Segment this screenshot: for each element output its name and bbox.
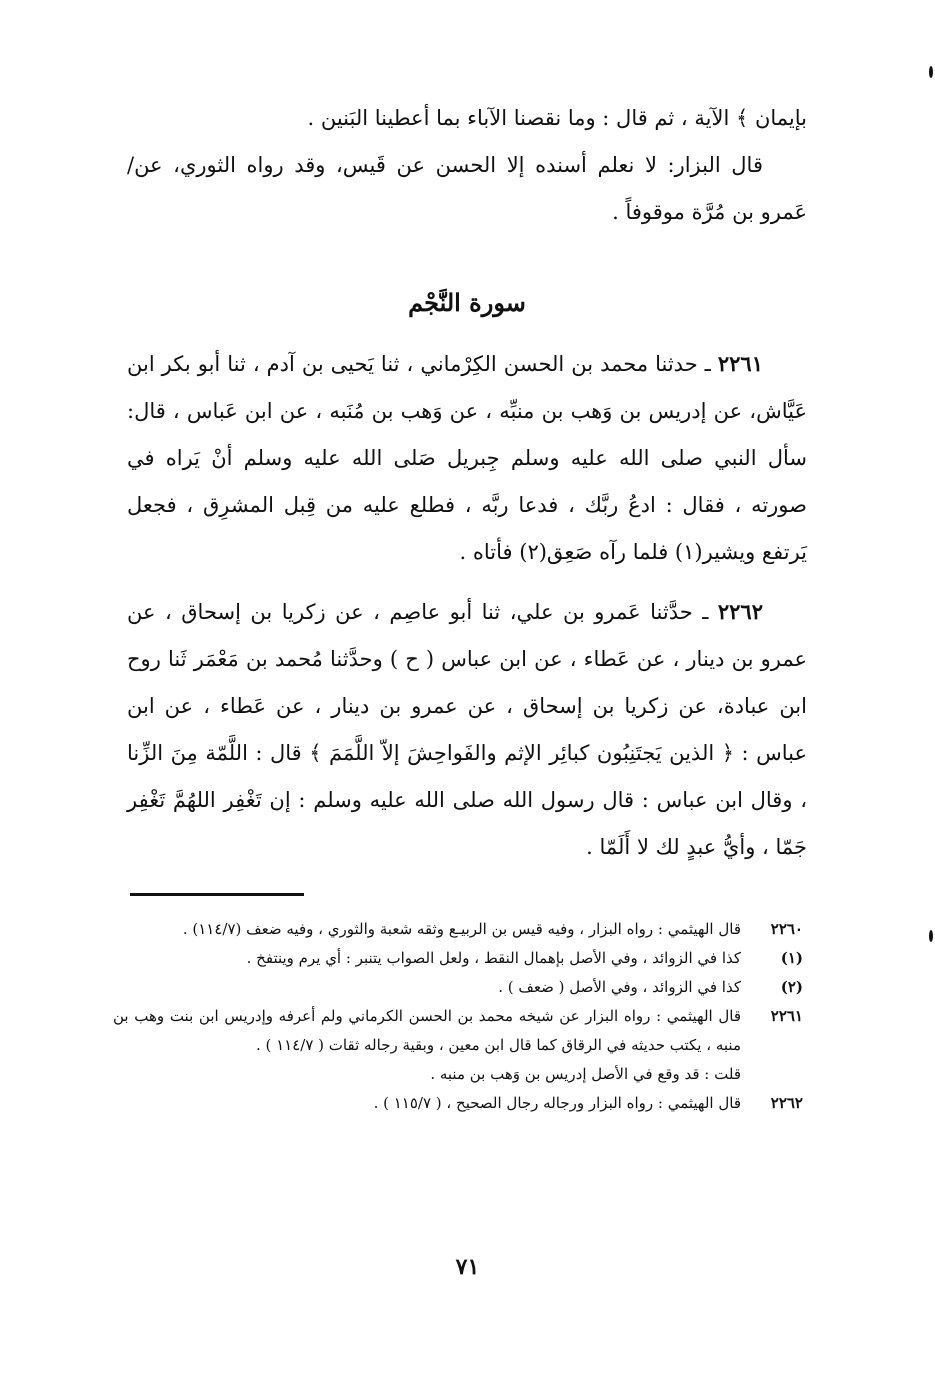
scan-mark: [929, 930, 933, 942]
paragraph-ayah-end: بإيمان ﴾ الآية ، ثم قال : وما نقصنا الآباء بما أعطينا البَنين .: [307, 106, 807, 130]
surah-heading: سورة النَّجْم: [408, 288, 526, 317]
hadith-number: ٢٢٦١: [717, 351, 763, 376]
footnote-text: كذا في الزوائد ، وفي الأصل ( ضعف ) .: [498, 978, 741, 996]
footnote-label: ٢٢٦٠: [770, 920, 803, 938]
footnote-text: قال الهيثمي : رواه البزار عن شيخه محمد بن الحسن الكرماني ولم أعرفه وإدريس ابن بنت وهب بن منبه ، يكتب حديثه في الرقاق كما قال ابن معين ، وبقية رجاله ثقات ( ١١٤/٧ ) .: [113, 1007, 741, 1054]
footnote-label: (١): [780, 949, 803, 967]
hadith-text: ـ حدَّثنا عَمرو بن علي، ثنا أبو عاصِم ، عن زكريا بن إسحاق ، عن عمرو بن دينار ، عن عَطاء ، عن ابن عباس ( ح ) وحدَّثنا مُحمد بن مَعْمَر ثَنا روح ابن عبادة، عن زكريا بن إسحاق ، عن عمرو بن دينار ، عن عَطاء ، عن ابن عباس : ﴿ الذين يَجتَنِبُون كبائِر الإثم والفَواحِشَ إلاّ اللَّمَمَ ﴾ قال : اللَّمّة مِنَ الزِّنا ، وقال ابن عباس : قال رسول الله صلى الله عليه وسلم : إن تَغْفِر اللهُمَّ تَغْفِر جَمّا ، وأيُّ عبدٍ لك لا أَلَمّا .: [127, 600, 807, 859]
footnote: [113, 1002, 803, 1060]
footnote: [113, 1089, 803, 1118]
footnote: [113, 915, 803, 944]
footnote: [113, 1060, 803, 1089]
footnote-text: قلت : قد وقع في الأصل إدريس بن وَهب بن منبه .: [430, 1065, 741, 1083]
hadith-number: ٢٢٦٢: [717, 599, 763, 624]
footnote-label: [741, 1060, 803, 1089]
footnotes: [113, 915, 803, 1118]
footnote-label: ٢٢٦١: [770, 1007, 803, 1025]
scan-mark: [929, 66, 933, 78]
footnote: [113, 944, 803, 973]
footnote-label: ٢٢٦٢: [770, 1094, 803, 1112]
hadith-2261: [127, 340, 807, 576]
footnote-separator: [130, 893, 304, 896]
footnote-label: (٢): [780, 978, 803, 996]
footnote-text: قال الهيثمي : رواه البزار ورجاله رجال الصحيح ، ( ١١٥/٧ ) .: [373, 1094, 741, 1112]
footnote: [113, 973, 803, 1002]
footnote-text: كذا في الزوائد ، وفي الأصل بإهمال النقط ، ولعل الصواب يتنبر : أي يرم وينتفخ .: [246, 949, 741, 967]
page-number: ٧١: [455, 1254, 480, 1280]
hadith-2262: [127, 588, 807, 871]
footnote-text: قال الهيثمي : رواه البزار ، وفيه قيس بن الربيـع وثقه شعبة والثوري ، وفيه ضعف (١١٤/٧) .: [182, 920, 741, 938]
hadith-text: ـ حدثنا محمد بن الحسن الكِرْماني ، ثنا يَحيى بن آدم ، ثنا أبو بكر ابن عَيَّاش، عن إدريس بن وَهب بن منبِّه ، عن وَهب بن مُنَبه ، عن ابن عَباس ، قال: سأل النبي صلى الله عليه وسلم جِبريل صَلى الله عليه وسلم أنْ يَراه في صورته ، فقال : ادعُ ربَّك ، فدعا ربَّه ، فطلع عليه من قِبل المشرِق ، فجعل يَرتفع ويشير(١) فلما رآه صَعِق(٢) فأتاه .: [127, 352, 807, 564]
paragraph-bazzar: قال البزار: لا نعلم أسنده إلا الحسن عن قَيس، وقد رواه الثوري، عن/ عَمرو بن مُرَّة موقوفاً .: [127, 153, 807, 224]
main-text: [127, 95, 807, 871]
